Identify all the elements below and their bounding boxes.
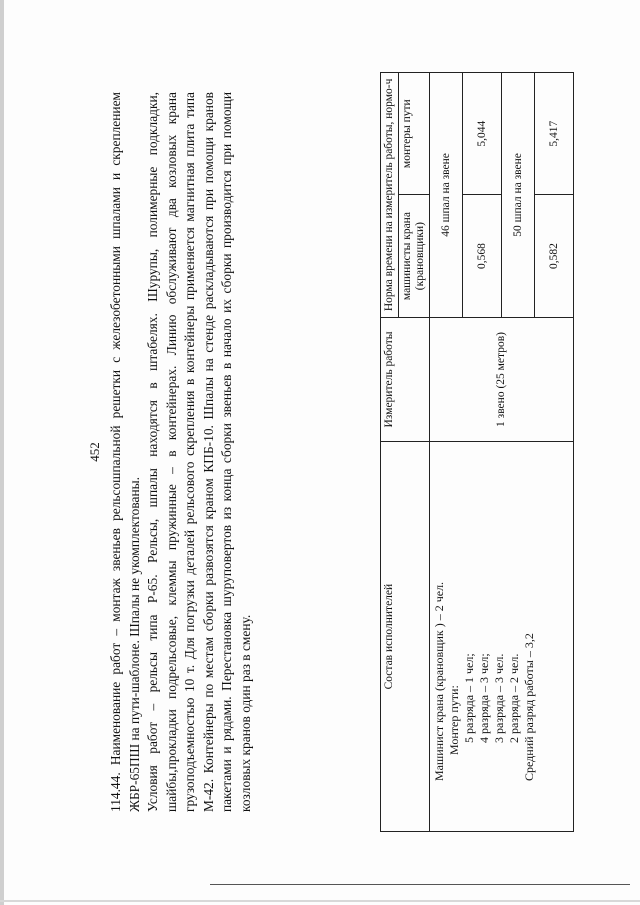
page-left-edge <box>0 0 4 905</box>
crew-composition <box>430 442 574 832</box>
sleepers-46-label: 46 шпал на звене <box>430 73 463 318</box>
header-composition: Состав исполнителей <box>381 442 430 832</box>
norm-46-crane: 0,568 <box>463 195 502 317</box>
rotated-content <box>85 72 560 832</box>
crew-crane: Машинист крана (крановщик ) – 2 чел. <box>432 581 446 781</box>
body-text <box>107 92 255 812</box>
page-number: 452 <box>87 442 102 462</box>
norm-50-track: 5,417 <box>535 73 574 195</box>
norm-50-crane: 0,582 <box>535 195 574 317</box>
crew-grade-3: 3 разряда – 3 чел. <box>492 653 506 743</box>
header-crane-operators: машинисты крана (крановщики) <box>399 195 430 317</box>
crew-grade-2: 2 разряда – 2 чел. <box>507 653 521 743</box>
table-header-row <box>381 73 399 832</box>
sleepers-50-label: 50 шпал на звене <box>502 73 535 318</box>
crew-grade-4: 4 разряда – 3 чел; <box>477 653 491 743</box>
unit-value: 1 звено (25 метров) <box>430 317 574 441</box>
header-norm: Норма времени на измеритель работы, нормо-ч <box>381 73 399 318</box>
header-unit: Измеритель работы <box>381 317 430 441</box>
bottom-rule <box>210 884 630 885</box>
crew-average-grade: Средний разряд работы – 3,2 <box>522 633 536 781</box>
crew-track: Монтер пути: <box>447 685 461 755</box>
table-row <box>430 73 463 832</box>
work-title: 114.44. Наименование работ – монтаж звеньев рельсошпальной решетки с железобетонными шпалами и скреплением ЖБР-65ПШ на пути-шаблоне. Шпалы не укомплектованы. <box>108 92 142 812</box>
norm-46-track: 5,044 <box>463 73 502 195</box>
page-bottom-edge <box>0 900 640 902</box>
crew-grade-5: 5 разряда – 1 чел; <box>462 653 476 743</box>
work-conditions: Условия работ – рельсы типа Р-65. Рельсы, шпалы находятся в штабелях. Шурупы, полимерные подкладки, шайбы,прокладки подрельсовые, клеммы пружинные – в контейнерах. Линию обслуживают два козловых крана грузоподъемностью 10 т. Для погрузки деталей рельсового скрепления в контейнеры применяется магнитная плита типа М-42. Контейнеры по местам сборки развозятся краном КПБ-10. Шпалы на стенде раскладываются при помощи кранов пакетами и рядами. Перестановка шуруповертов из конца сборки звеньев в начало их сборки производится при помощи козловых кранов один раз в смену. <box>145 92 253 812</box>
header-track-fitters: монтеры пути <box>399 73 430 195</box>
norm-table <box>380 72 574 832</box>
